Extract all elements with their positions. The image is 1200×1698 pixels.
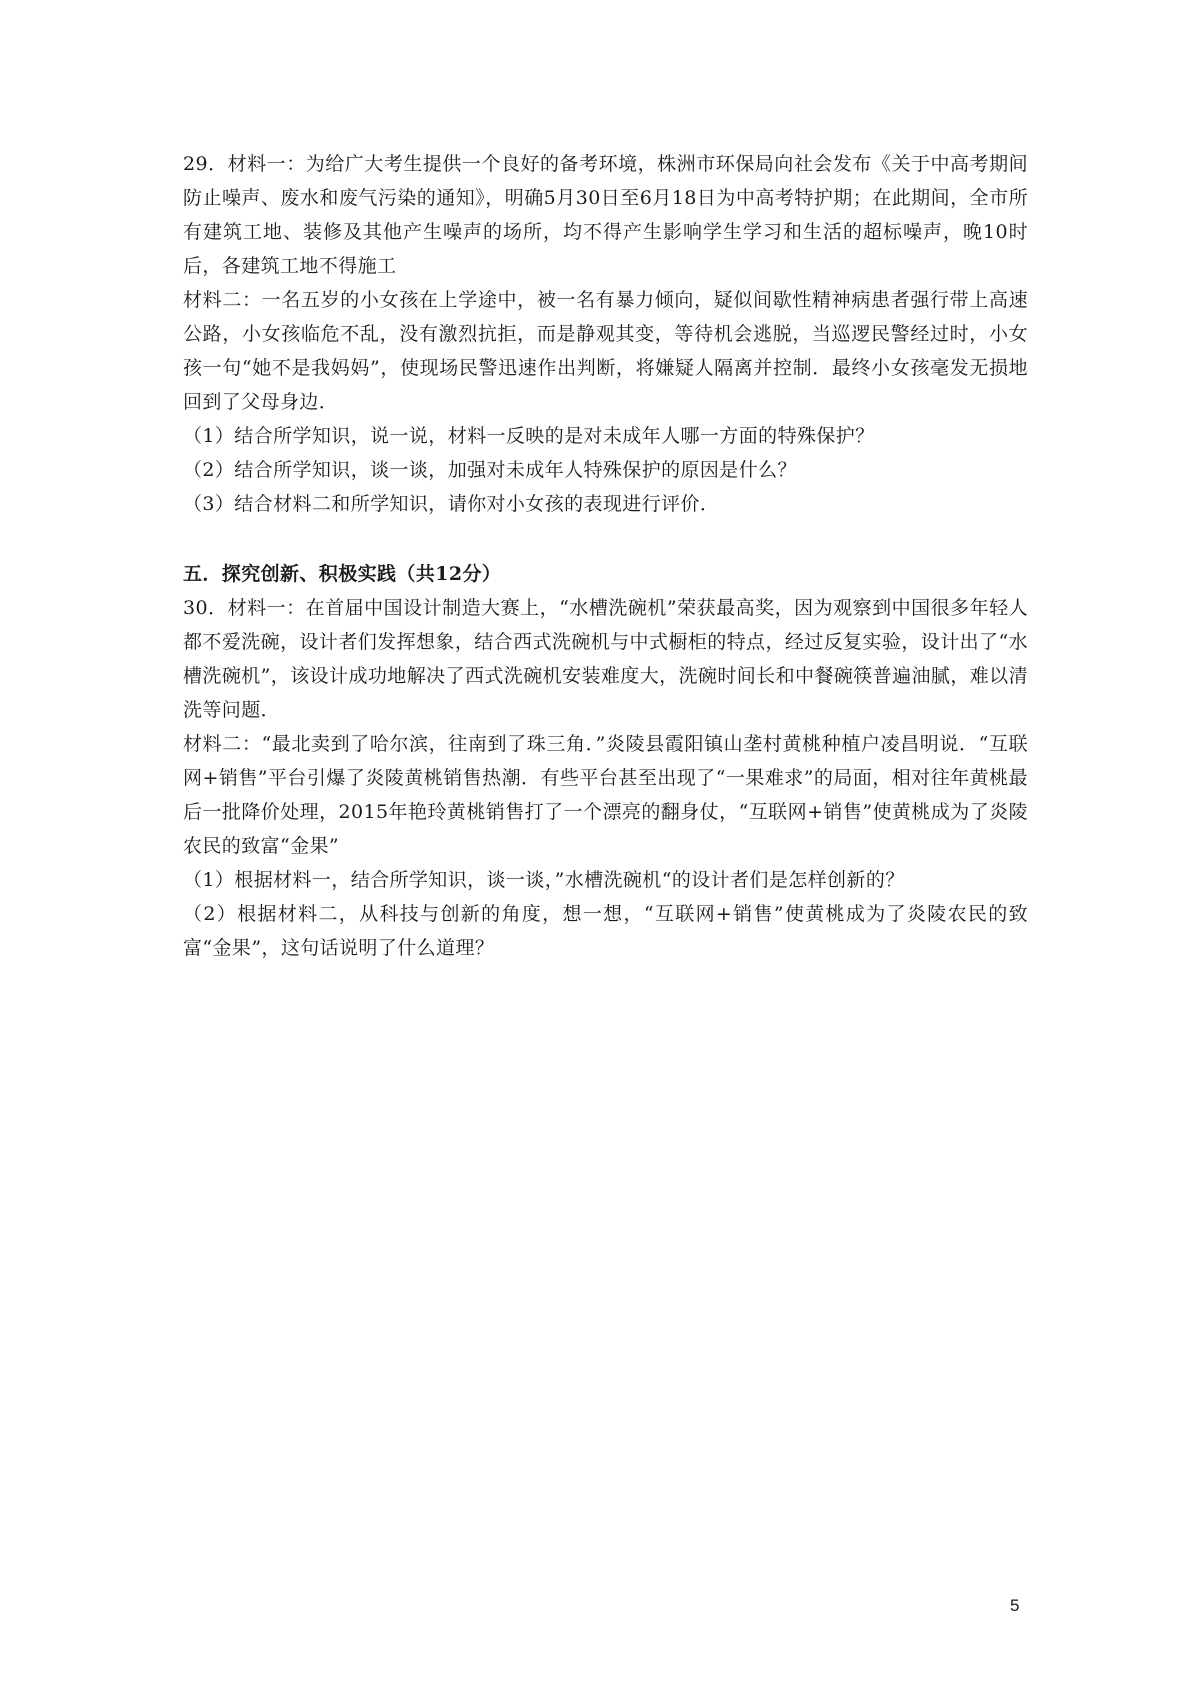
document-body: [183, 147, 1028, 965]
question-29-material-2: 材料二：一名五岁的小女孩在上学途中，被一名有暴力倾向，疑似间歇性精神病患者强行带上高速公路，小女孩临危不乱，没有激烈抗拒，而是静观其变，等待机会逃脱，当巡逻民警经过时，小女孩一句“她不是我妈妈”，使现场民警迅速作出判断，将嫌疑人隔离并控制．最终小女孩毫发无损地回到了父母身边．: [183, 289, 1028, 413]
question-30-sub-1: （1）根据材料一，结合所学知识，谈一谈，”水槽洗碗机“的设计者们是怎样创新的？: [183, 869, 905, 891]
section-5-heading: 五．探究创新、积极实践（共12分）: [183, 563, 502, 585]
question-29-sub-1: （1）结合所学知识，说一说，材料一反映的是对未成年人哪一方面的特殊保护？: [183, 425, 875, 447]
question-30-material-1: 30．材料一：在首届中国设计制造大赛上，“水槽洗碗机”荣获最高奖，因为观察到中国很多年轻人都不爱洗碗，设计者们发挥想象，结合西式洗碗机与中式橱柜的特点，经过反复实验，设计出了“水槽洗碗机”，该设计成功地解决了西式洗碗机安装难度大，洗碗时间长和中餐碗筷普遍油腻，难以清洗等问题．: [183, 597, 1028, 721]
page-number: 5: [1010, 1596, 1020, 1615]
question-29-sub-3: （3）结合材料二和所学知识，请你对小女孩的表现进行评价．: [183, 493, 720, 515]
question-29-sub-2: （2）结合所学知识，谈一谈，加强对未成年人特殊保护的原因是什么？: [183, 459, 797, 481]
question-29-material-1: 29．材料一：为给广大考生提供一个良好的备考环境，株洲市环保局向社会发布《关于中高考期间防止噪声、废水和废气污染的通知》，明确5月30日至6月18日为中高考特护期；在此期间，全市所有建筑工地、装修及其他产生噪声的场所，均不得产生影响学生学习和生活的超标噪声，晚10时后，各建筑工地不得施工: [183, 153, 1028, 277]
question-30-material-2: 材料二：“最北卖到了哈尔滨，往南到了珠三角．”炎陵县霞阳镇山垄村黄桃种植户凌昌明说．“互联网+销售”平台引爆了炎陵黄桃销售热潮．有些平台甚至出现了“一果难求”的局面，相对往年黄桃最后一批降价处理，2015年艳玲黄桃销售打了一个漂亮的翻身仗，“互联网+销售”使黄桃成为了炎陵农民的致富“金果”: [183, 733, 1028, 857]
question-30-sub-2: （2）根据材料二，从科技与创新的角度，想一想，“互联网+销售”使黄桃成为了炎陵农民的致富“金果”，这句话说明了什么道理？: [183, 903, 1028, 959]
section-spacer: [183, 521, 1028, 557]
question-30: [183, 591, 1028, 965]
question-29: [183, 147, 1028, 521]
